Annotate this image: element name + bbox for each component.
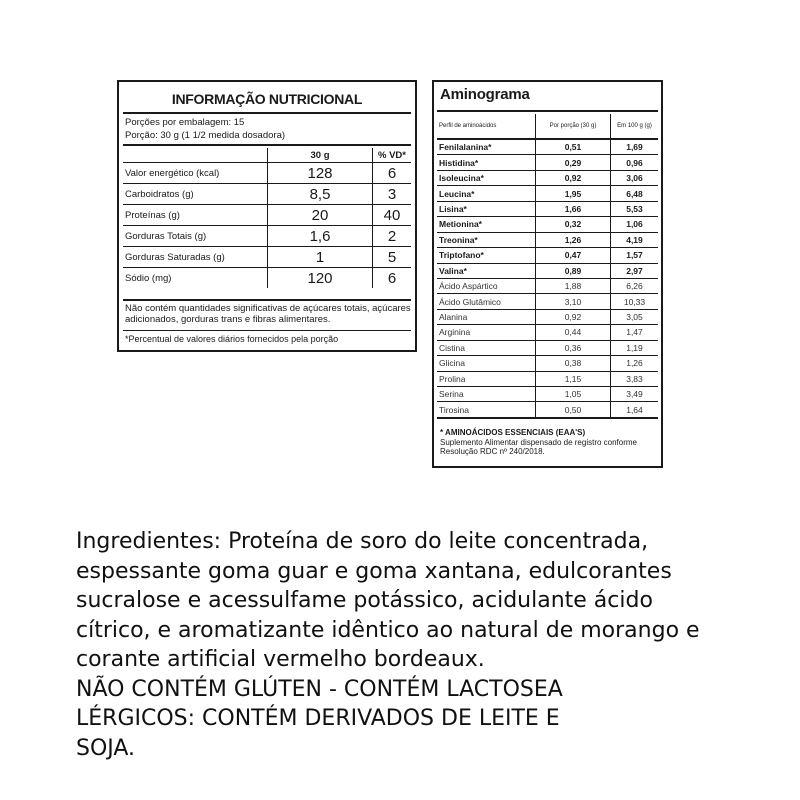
- aminogram-row-portion: 1,88: [536, 278, 611, 293]
- nutrition-row-label: Gorduras Saturadas (g): [123, 247, 268, 268]
- aminogram-row-portion: 0,38: [536, 356, 611, 371]
- divider: [437, 110, 658, 112]
- aminogram-row: [437, 186, 658, 201]
- aminogram-header-row: [437, 114, 658, 139]
- nutrition-header-label: [123, 148, 268, 163]
- nutrition-note: Não contém quantidades significativas de açúcares totais, açúcares adicionados, gorduras trans e fibras alimentares.: [125, 303, 411, 325]
- aminogram-row-portion: 0,44: [536, 325, 611, 340]
- aminogram-row-portion: 0,51: [536, 139, 611, 155]
- aminogram-row-per100g: 3,83: [611, 371, 659, 386]
- aminogram-row-portion: 0,89: [536, 263, 611, 278]
- aminogram-row: [437, 278, 658, 293]
- aminogram-row-name: Glicina: [437, 356, 536, 371]
- aminogram-header-100g: Em 100 g (g): [611, 114, 659, 139]
- aminogram-row-name: Isoleucina*: [437, 170, 536, 185]
- nutrition-row: [123, 226, 411, 247]
- aminogram-row: [437, 248, 658, 263]
- aminogram-row: [437, 356, 658, 371]
- nutrition-row-vd: 5: [373, 247, 412, 268]
- aminogram-row: [437, 217, 658, 232]
- aminogram-row-portion: 0,50: [536, 402, 611, 418]
- aminogram-row: [437, 387, 658, 402]
- aminogram-footnote-text: Suplemento Alimentar dispensado de registro conforme Resolução RDC nº 240/2018.: [440, 437, 637, 456]
- aminogram-title: Aminograma: [440, 86, 530, 103]
- aminogram-row-portion: 0,32: [536, 217, 611, 232]
- aminogram-row: [437, 309, 658, 324]
- portion-size: Porção: 30 g (1 1/2 medida dosadora): [125, 130, 286, 141]
- aminogram-row-name: Prolina: [437, 371, 536, 386]
- aminogram-row-per100g: 10,33: [611, 294, 659, 309]
- aminogram-row: [437, 170, 658, 185]
- aminogram-row-per100g: 3,05: [611, 309, 659, 324]
- aminogram-row-name: Metionina*: [437, 217, 536, 232]
- aminogram-row-portion: 1,26: [536, 232, 611, 247]
- portions-per-package: Porções por embalagem: 15: [125, 117, 245, 128]
- nutrition-row: [123, 205, 411, 226]
- aminogram-row-per100g: 1,26: [611, 356, 659, 371]
- aminogram-row-per100g: 6,26: [611, 278, 659, 293]
- nutrition-header-row: [123, 148, 411, 163]
- aminogram-row-per100g: 1,64: [611, 402, 659, 418]
- aminogram-row: [437, 139, 658, 155]
- aminogram-row-per100g: 0,96: [611, 155, 659, 170]
- aminogram-row-name: Leucina*: [437, 186, 536, 201]
- nutrition-row-label: Valor energético (kcal): [123, 163, 268, 184]
- aminogram-row-name: Histidina*: [437, 155, 536, 170]
- aminogram-row-per100g: 1,06: [611, 217, 659, 232]
- aminogram-row: [437, 155, 658, 170]
- aminogram-row-portion: 1,05: [536, 387, 611, 402]
- nutrition-title: INFORMAÇÃO NUTRICIONAL: [171, 91, 363, 107]
- divider: [123, 330, 411, 331]
- aminogram-panel: [432, 80, 663, 468]
- nutrition-footnote: *Percentual de valores diários fornecidos pela porção: [125, 334, 339, 344]
- aminogram-row-portion: 0,92: [536, 170, 611, 185]
- divider: [123, 299, 411, 301]
- aminogram-row-name: Tirosina: [437, 402, 536, 418]
- aminogram-table: [437, 114, 658, 419]
- nutrition-row-label: Carboidratos (g): [123, 184, 268, 205]
- aminogram-row-name: Arginina: [437, 325, 536, 340]
- aminogram-row-per100g: 6,48: [611, 186, 659, 201]
- aminogram-row-per100g: 1,19: [611, 340, 659, 355]
- nutrition-header-amount: 30 g: [268, 148, 373, 163]
- aminogram-row: [437, 340, 658, 355]
- nutrition-row-label: Gorduras Totais (g): [123, 226, 268, 247]
- aminogram-row: [437, 402, 658, 418]
- nutrition-row-amount: 20: [268, 205, 373, 226]
- aminogram-row-portion: 0,36: [536, 340, 611, 355]
- aminogram-row-per100g: 3,49: [611, 387, 659, 402]
- nutrition-row-label: Proteínas (g): [123, 205, 268, 226]
- aminogram-row: [437, 371, 658, 386]
- aminogram-row-per100g: 1,69: [611, 139, 659, 155]
- nutrition-row: [123, 268, 411, 289]
- aminogram-row-name: Valina*: [437, 263, 536, 278]
- aminogram-row: [437, 325, 658, 340]
- nutrition-row-vd: 3: [373, 184, 412, 205]
- aminogram-row-per100g: 5,53: [611, 201, 659, 216]
- aminogram-row-portion: 0,47: [536, 248, 611, 263]
- aminogram-row-name: Ácido Aspártico: [437, 278, 536, 293]
- aminogram-row-name: Cistina: [437, 340, 536, 355]
- nutrition-row-amount: 128: [268, 163, 373, 184]
- aminogram-row-per100g: 4,19: [611, 232, 659, 247]
- aminogram-row: [437, 201, 658, 216]
- aminogram-row-per100g: 1,47: [611, 325, 659, 340]
- aminogram-row-portion: 0,29: [536, 155, 611, 170]
- nutrition-row: [123, 247, 411, 268]
- aminogram-row-name: Ácido Glutâmico: [437, 294, 536, 309]
- aminogram-footnote: [440, 428, 656, 457]
- aminogram-footnote-title: * AMINOÁCIDOS ESSENCIAIS (EAA'S): [440, 428, 586, 437]
- aminogram-row: [437, 263, 658, 278]
- nutrition-facts-panel: [117, 80, 417, 352]
- aminogram-header-profile: Perfil de aminoácidos: [437, 114, 536, 139]
- aminogram-row-name: Treonina*: [437, 232, 536, 247]
- aminogram-row-portion: 1,95: [536, 186, 611, 201]
- aminogram-row: [437, 294, 658, 309]
- nutrition-row: [123, 163, 411, 184]
- nutrition-row-vd: 6: [373, 163, 412, 184]
- aminogram-row-portion: 1,66: [536, 201, 611, 216]
- nutrition-row-vd: 6: [373, 268, 412, 289]
- aminogram-row: [437, 232, 658, 247]
- aminogram-header-portion: Por porção (30 g): [536, 114, 611, 139]
- aminogram-row-per100g: 2,97: [611, 263, 659, 278]
- nutrition-row-vd: 40: [373, 205, 412, 226]
- divider: [123, 144, 411, 146]
- aminogram-row-portion: 3,10: [536, 294, 611, 309]
- nutrition-row: [123, 184, 411, 205]
- aminogram-row-name: Serina: [437, 387, 536, 402]
- aminogram-row-name: Alanina: [437, 309, 536, 324]
- ingredients-text: Ingredientes: Proteína de soro do leite concentrada, espessante goma guar e goma xantana, edulcorantes sucralose e acessulfame potássico, acidulante ácido cítrico, e aromatizante idêntico ao natural de morango e corante artificial vermelho bordeaux. NÃO CONTÉM GLÚTEN - CONTÉM LACTOSEA LÉRGICOS: CONTÉM DERIVADOS DE LEITE E SOJA.: [76, 529, 700, 761]
- divider: [123, 112, 411, 114]
- nutrition-row-label: Sódio (mg): [125, 272, 172, 284]
- aminogram-row-portion: 1,15: [536, 371, 611, 386]
- aminogram-row-name: Lisina*: [437, 201, 536, 216]
- ingredients-text-block: [76, 527, 776, 763]
- aminogram-row-portion: 0,92: [536, 309, 611, 324]
- portions-info: [125, 116, 285, 142]
- aminogram-row-per100g: 1,57: [611, 248, 659, 263]
- aminogram-row-per100g: 3,06: [611, 170, 659, 185]
- nutrition-table: [123, 148, 411, 288]
- nutrition-header-vd: % VD*: [373, 148, 412, 163]
- nutrition-row-vd: 2: [373, 226, 412, 247]
- nutrition-row-amount: 1,6: [268, 226, 373, 247]
- nutrition-row-amount: 120: [268, 268, 373, 289]
- aminogram-row-name: Fenilalanina*: [437, 139, 536, 155]
- nutrition-row-amount: 8,5: [268, 184, 373, 205]
- nutrition-row-amount: 1: [268, 247, 373, 268]
- aminogram-row-name: Triptofano*: [437, 248, 536, 263]
